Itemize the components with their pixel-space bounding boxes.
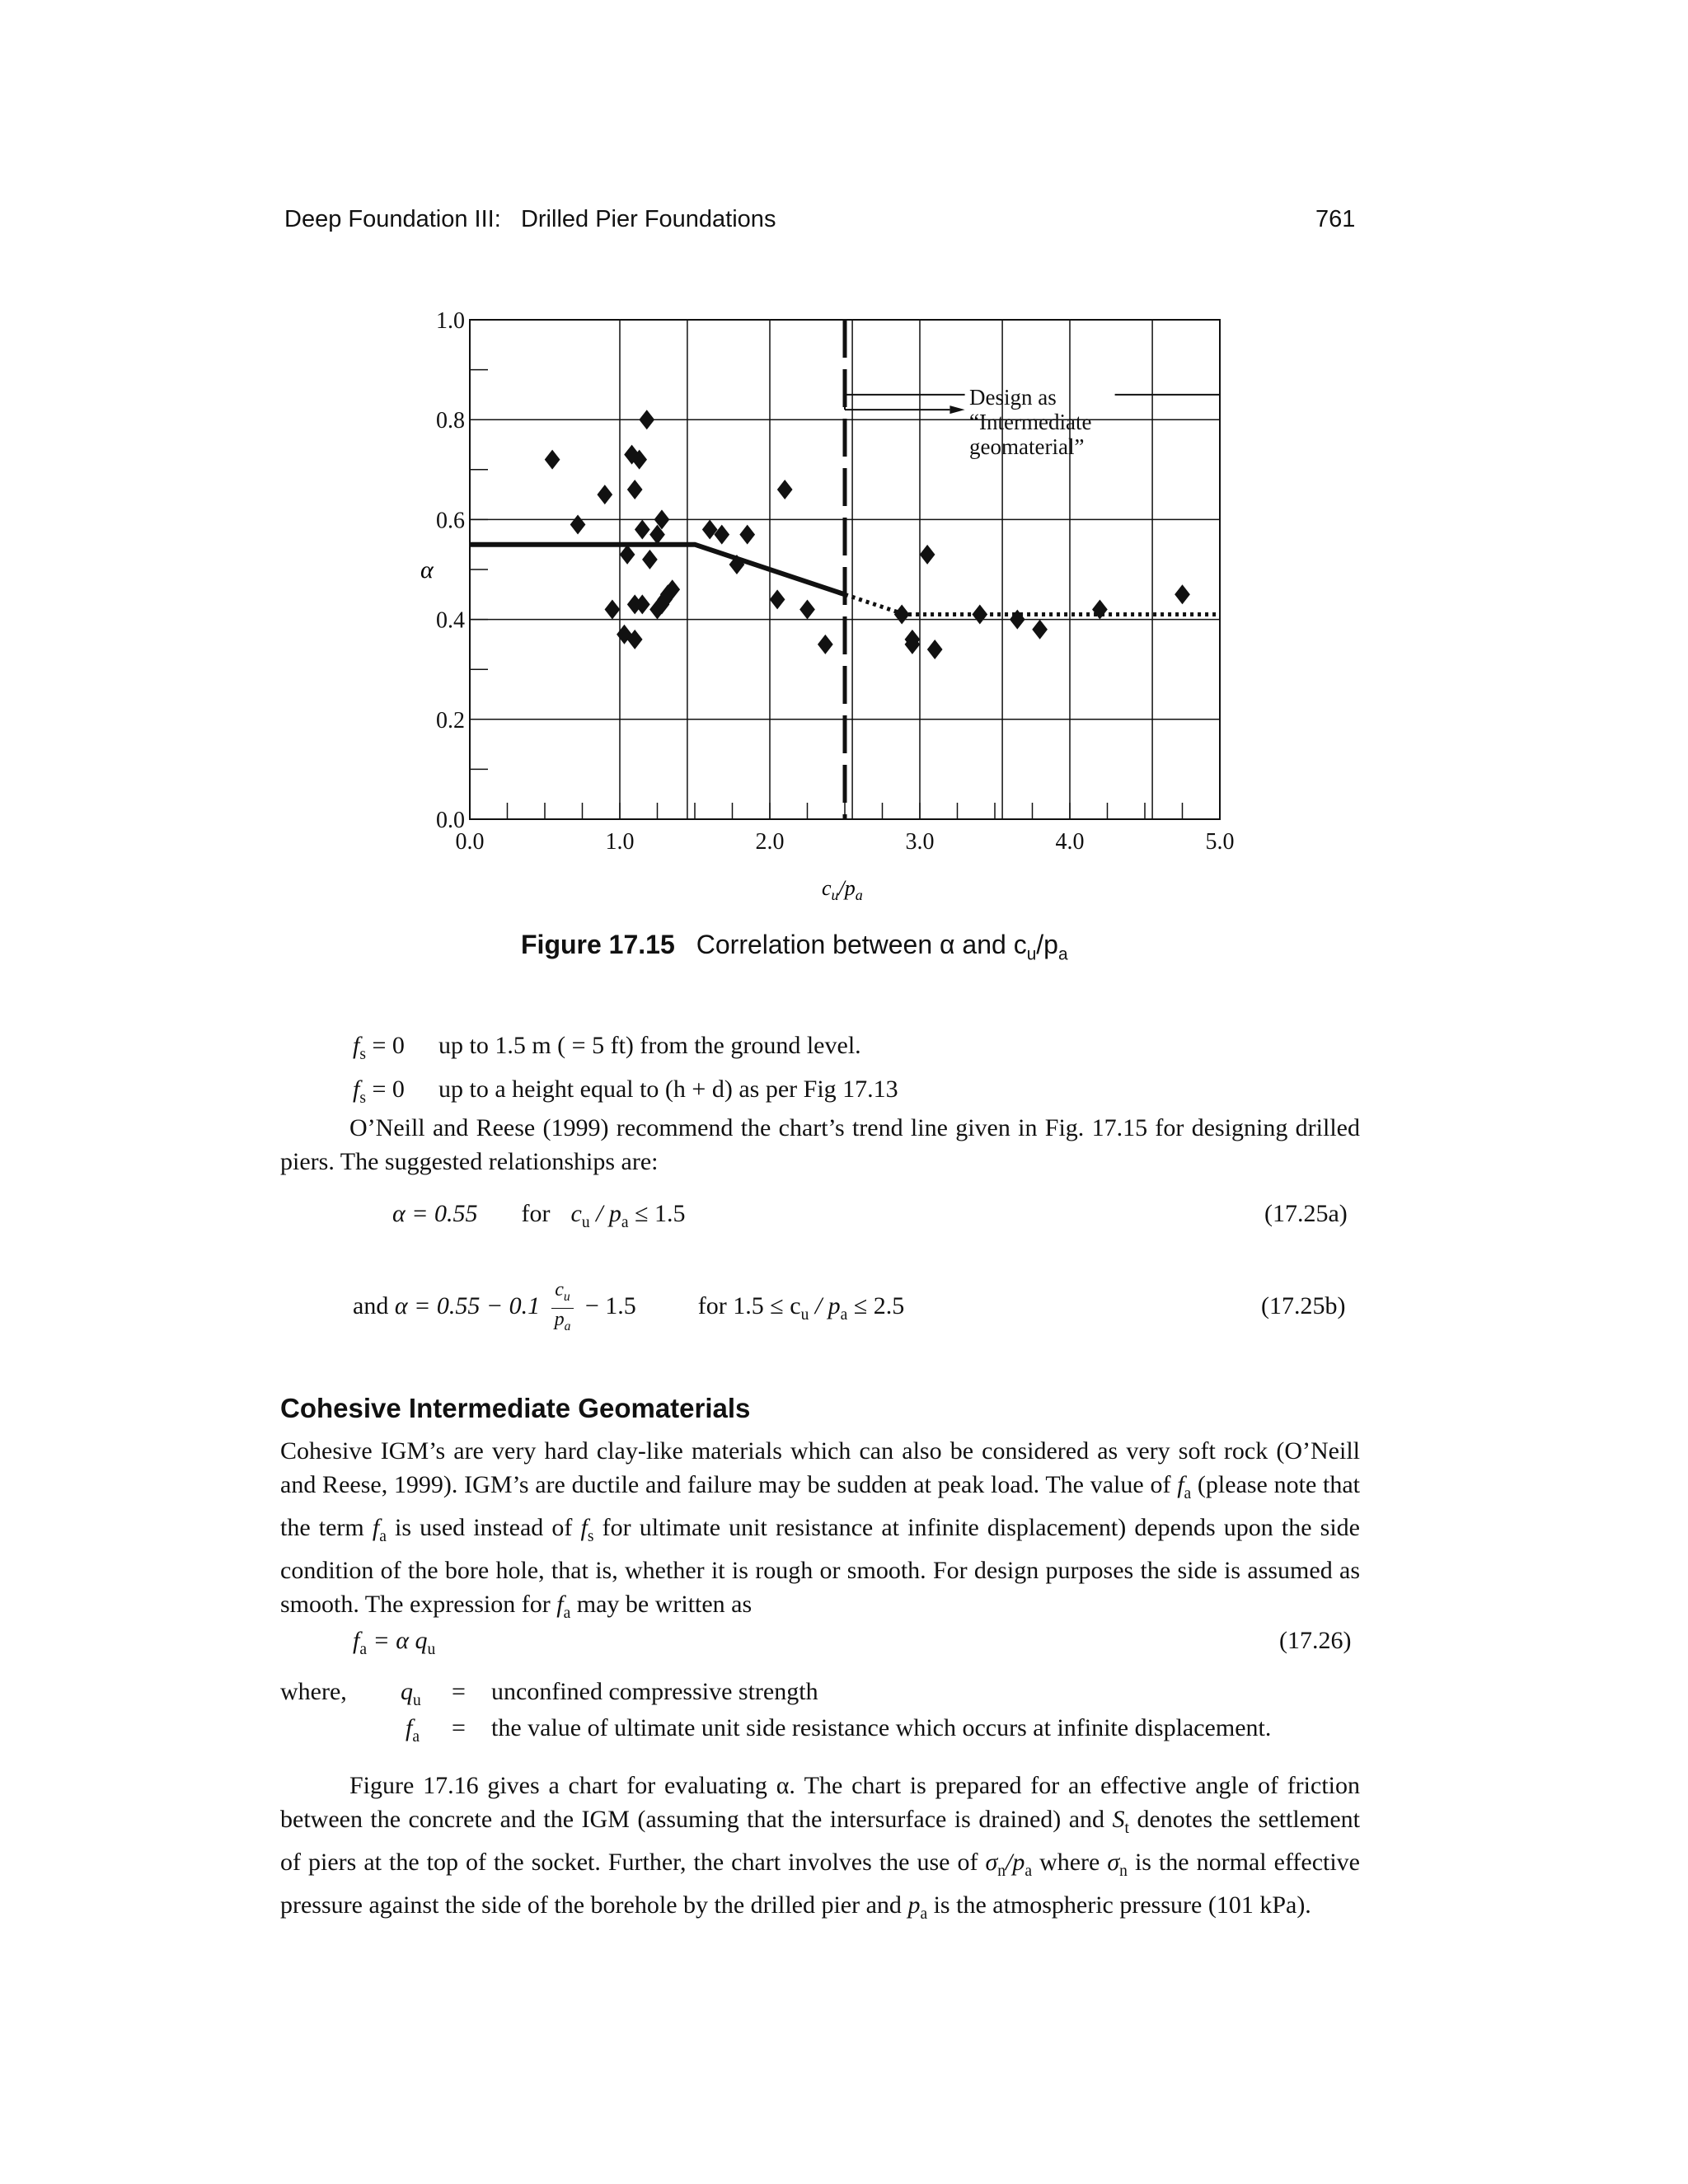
y-tick-label: 0.2 — [436, 707, 465, 733]
equation-number-17-25a: (17.25a) — [1264, 1200, 1348, 1227]
where-def-qu: unconfined compressive strength — [491, 1678, 818, 1705]
running-header-title: Deep Foundation III: Drilled Pier Foundations — [284, 206, 776, 232]
equation-number-17-25b: (17.25b) — [1261, 1292, 1346, 1319]
data-point — [714, 525, 729, 545]
data-point — [972, 605, 987, 625]
y-tick-label: 1.0 — [436, 308, 465, 334]
data-point — [799, 599, 815, 619]
figure-caption-text: Correlation between α and c — [696, 930, 1027, 959]
where-var-qu: $q_u$ — [401, 1678, 421, 1709]
caption-sub-u: u — [1026, 944, 1037, 964]
equation-17-26: $f_a = \alpha$ $q_u$ — [353, 1627, 436, 1658]
x-tick-label: 3.0 — [905, 829, 935, 855]
axis-ticks — [436, 308, 1235, 855]
chart-annotation — [845, 385, 1220, 459]
section-heading: Cohesive Intermediate Geomaterials — [280, 1393, 751, 1423]
data-point — [739, 525, 755, 545]
equation-17-25b: and α = 0.55 − 0.1 $\frac{c_u}{p_a}$ − 1.5 for $1.5 \le c_u / p_a \le 2.5$ — [353, 1279, 904, 1338]
data-point — [627, 480, 643, 499]
condition-1-text: up to 1.5 m ( = 5 ft) from the ground level. — [438, 1032, 861, 1059]
caption-mid: /p — [1036, 930, 1058, 959]
trend-line-solid — [470, 545, 845, 595]
alpha-correlation-chart — [404, 307, 1269, 916]
data-point — [635, 520, 650, 540]
y-axis-label: α — [420, 556, 434, 583]
data-point — [927, 640, 943, 659]
data-point — [597, 485, 612, 504]
figure-label: Figure 17.15 — [521, 930, 675, 959]
data-points — [545, 410, 1190, 659]
page-number: 761 — [1315, 206, 1356, 232]
data-point — [818, 635, 833, 654]
data-point — [570, 514, 586, 534]
where-label: where, — [280, 1678, 347, 1705]
x-tick-label: 4.0 — [1055, 829, 1085, 855]
annotation-text-line: Design as — [969, 385, 1057, 410]
condition-1-lhs: $f_s = 0$ — [353, 1032, 405, 1063]
caption-sub-a: a — [1057, 944, 1068, 964]
data-point — [620, 545, 635, 565]
data-point — [1032, 620, 1048, 640]
data-point — [777, 480, 793, 499]
y-tick-label: 0.4 — [436, 607, 465, 634]
data-point — [702, 520, 718, 540]
y-tick-label: 0.6 — [436, 508, 465, 534]
y-tick-label: 0.0 — [436, 808, 465, 833]
fraction-cu-pa: $\frac{c_u}{p_a}$ — [551, 1279, 574, 1338]
data-point — [605, 599, 621, 619]
equation-17-25a: α = 0.55 for $c_u / p_a \le 1.5$ — [392, 1200, 686, 1231]
figure-caption — [521, 930, 1068, 964]
data-point — [920, 545, 935, 565]
data-point — [642, 550, 658, 569]
annotation-text-line: geomaterial” — [969, 434, 1085, 460]
paragraph-figure-17-16: Figure 17.16 gives a chart for evaluating α. The chart is prepared for an effective angle of friction between the concrete and the IGM (assuming that the intersurface is drained) and $S_t$ denotes the settlement of piers at the top of the socket. Further, the chart involves the use of $\sigma_n/p_a$ where $\sigma_n$ is the normal effective pressure against the side of the borehole by the drilled pier and $p_a$ is the atmospheric pressure (101 kPa). — [280, 1772, 1360, 1923]
x-tick-label: 1.0 — [605, 829, 635, 855]
where-var-fa: $f_a$ — [406, 1714, 420, 1746]
data-point — [545, 450, 560, 470]
annotation-arrow-head — [950, 405, 964, 414]
x-tick-label: 2.0 — [755, 829, 785, 855]
data-point — [770, 589, 785, 609]
equation-number-17-26: (17.26) — [1279, 1627, 1352, 1654]
where-def-fa: the value of ultimate unit side resistance which occurs at infinite displacement. — [491, 1714, 1272, 1741]
where-eq-2: = — [452, 1714, 466, 1741]
x-axis-label: $c_u/p_a$ — [822, 876, 863, 903]
x-tick-label: 5.0 — [1205, 829, 1235, 855]
x-tick-label: 0.0 — [455, 829, 485, 855]
condition-2-text: up to a height equal to (h + d) as per Fig 17.13 — [438, 1076, 898, 1103]
condition-2-lhs: $f_s = 0$ — [353, 1076, 405, 1107]
data-point — [639, 410, 654, 429]
paragraph-trend-line: O’Neill and Reese (1999) recommend the chart’s trend line given in Fig. 17.15 for designing drilled piers. The suggested relationships are: — [280, 1114, 1360, 1175]
data-point — [1175, 584, 1190, 604]
y-tick-label: 0.8 — [436, 408, 465, 434]
paragraph-cohesive-igm: Cohesive IGM’s are very hard clay-like materials which can also be considered as very soft rock (O’Neill and Reese, 1999). IGM’s are ductile and failure may be sudden at peak load. The value of $f_a$ (please note that the term $f_a$ is used instead of $f_s$ for ultimate unit resistance at infinite displacement) depends upon the side condition of the bore hole, that is, whether it is rough or smooth. For design purposes the side is assumed as smooth. The expression for $f_a$ may be written as — [280, 1437, 1360, 1622]
annotation-text-line: “Intermediate — [969, 410, 1092, 435]
where-eq-1: = — [452, 1678, 466, 1705]
data-point — [894, 605, 910, 625]
